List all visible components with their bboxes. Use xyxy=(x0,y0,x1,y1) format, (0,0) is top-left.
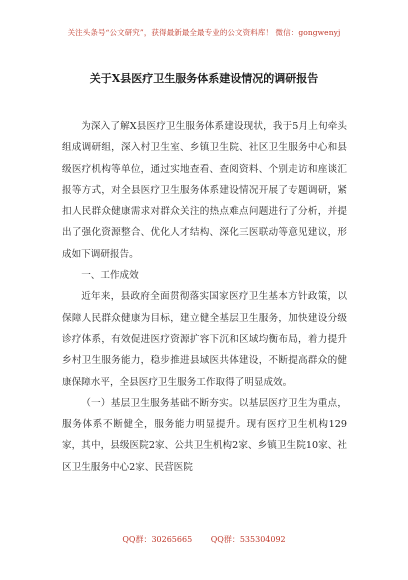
primary-care-paragraph: （一）基层卫生服务基础不断夯实。以基层医疗卫生为重点，服务体系不断健全，服务能力明显提升。现有医疗卫生机构129家，其中，县级医院2家、公共卫生机构2家、乡镇卫生院10家、社区卫生服务中心2家、民营医院 xyxy=(62,397,347,473)
footer-qq-group-2: QQ群：535304092 xyxy=(210,535,286,544)
intro-paragraph: 为深入了解X县医疗卫生服务体系建设现状，我于5月上旬牵头组成调研组，深入村卫生室、乡镇卫生院、社区卫生服务中心和县级医疗机构等单位，通过实地查看、查阅资料、个别走访和座谈汇报等方式，对全县医疗卫生服务体系建设情况开展了专题调研，紧扣人民群众健康需求对群众关注的热点难点问题进行了分析，并提出了强化资源整合、优化人才结构、深化三医联动等意见建议，形成如下调研报告。 xyxy=(62,121,347,260)
document-title: 关于X县医疗卫生服务体系建设情况的调研报告 xyxy=(89,72,319,85)
section-heading-achievements: 一、工作成效 xyxy=(81,270,139,282)
footer-qq-group-1: QQ群：30265665 xyxy=(122,535,193,544)
footer-contacts xyxy=(0,534,408,545)
achievements-overview-paragraph: 近年来，县政府全面贯彻落实国家医疗卫生基本方针政策，以保障人民群众健康为目标，建立健全基层卫生服务，加快建设分级诊疗体系，有效促进医疗资源扩容下沉和区域均衡布局，着力提升乡村卫生服务能力，稳步推进县域医共体建设，不断提高群众的健康保障水平，全县医疗卫生服务工作取得了明显成效。 xyxy=(62,291,347,388)
document-body xyxy=(62,116,347,478)
header-banner: 关注头条号“公文研究”，获得最新最全最专业的公文资料库！ 微信：gongwenyj xyxy=(67,28,341,37)
